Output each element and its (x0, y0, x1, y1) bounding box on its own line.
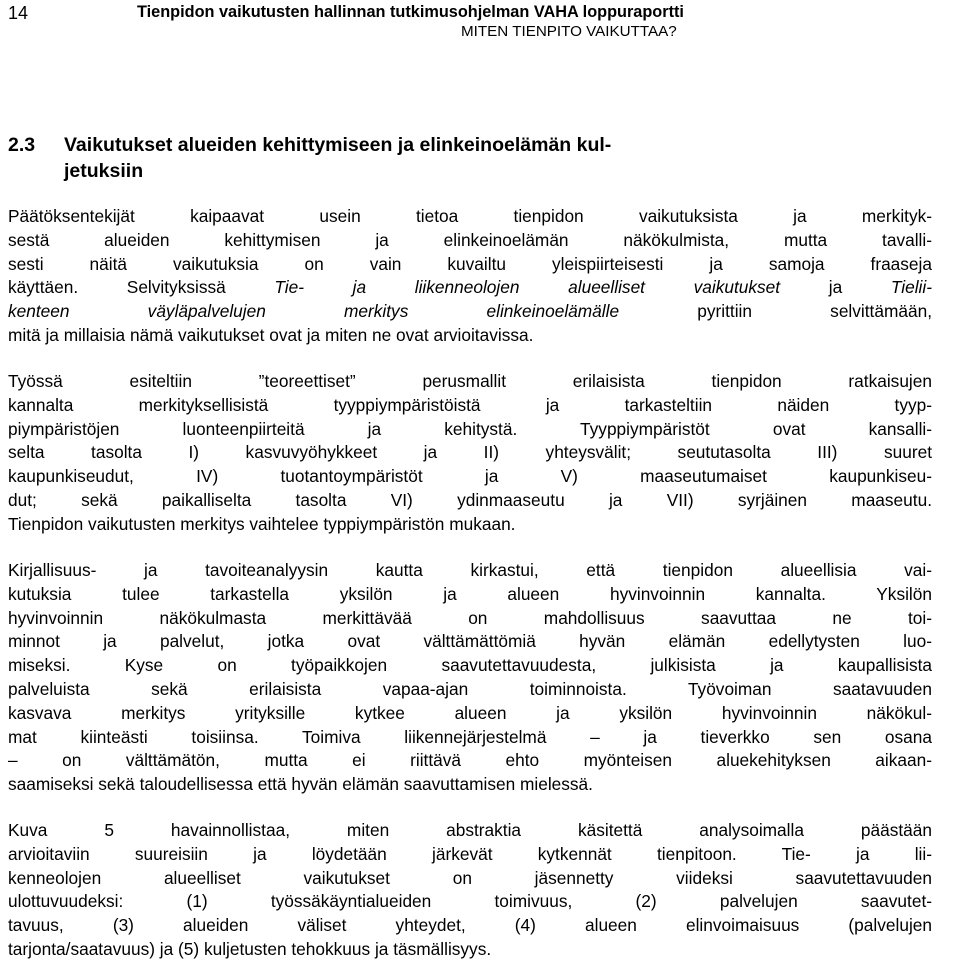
text-line: miseksi. Kyse on työpaikkojen saavutettavuudesta, julkisista ja kaupallisista (8, 655, 932, 676)
text-line: saamiseksi sekä taloudellisessa että hyvän elämän saavuttamisen mielessä. (8, 774, 593, 795)
text-line: Kirjallisuus- ja tavoiteanalyysin kautta kirkastui, että tienpidon alueellisia vai- (8, 560, 932, 580)
section-title-line-1: Vaikutukset alueiden kehittymiseen ja elinkeinoelämän kul- (64, 134, 612, 156)
text-line: minnot ja palvelut, jotka ovat välttämättömiä hyvän elämän edellytysten luo- (8, 631, 932, 652)
running-header-title: Tienpidon vaikutusten hallinnan tutkimusohjelman VAHA loppuraportti (137, 3, 684, 21)
text-line: Työssä esiteltiin ”teoreettiset” perusmallit erilaisista tienpidon ratkaisujen (8, 371, 932, 391)
text-line: tavuus, (3) alueiden väliset yhteydet, (4) alueen elinvoimaisuus (palvelujen (8, 915, 932, 936)
paragraph-4 (8, 819, 932, 962)
section-title-line-2: jetuksiin (64, 160, 144, 182)
paragraph-1 (8, 205, 932, 348)
text-line (8, 300, 932, 324)
text-line: ulottuvuudeksi: (1) työssäkäyntialueiden toimivuus, (2) palvelujen saavutet- (8, 891, 932, 912)
text-line: mitä ja millaisia nämä vaikutukset ovat ja miten ne ovat arvioitavissa. (8, 324, 534, 345)
report-title-italic: Tielii- (890, 277, 932, 298)
text-line: – on välttämätön, mutta ei riittävä ehto myönteisen aluekehityksen aikaan- (8, 750, 932, 771)
text-line: mat kiinteästi toisiinsa. Toimiva liikennejärjestelmä – ja tieverkko sen osana (8, 726, 932, 747)
paragraph-2 (8, 370, 932, 537)
text-run: Selvityksissä (78, 277, 275, 298)
report-title-italic: Tie- ja liikenneolojen alueelliset vaikutukset (274, 277, 781, 298)
text-line: tarjonta/saatavuus) ja (5) kuljetusten tehokkuus ja täsmällisyys. (8, 938, 492, 959)
text-line: Kuva 5 havainnollistaa, miten abstraktia käsitettä analysoimalla päästään (8, 820, 932, 840)
text-run: käyttäen. (8, 277, 79, 298)
text-line: kaupunkiseudut, IV) tuotantoympäristöt ja V) maaseutumaiset kaupunkiseu- (8, 466, 932, 487)
paragraph-3 (8, 559, 932, 797)
text-line: kannalta merkityksellisistä tyyppiympäristöistä ja tarkasteltiin näiden tyyp- (8, 394, 932, 415)
text-line: palveluista sekä erilaisista vapaa-ajan toiminnoista. Työvoiman saatavuuden (8, 678, 932, 699)
section-number: 2.3 (8, 134, 36, 156)
text-line: selta tasolta I) kasvuvyöhykkeet ja II) yhteysvälit; seututasolta III) suuret (8, 442, 932, 463)
text-line: arvioitaviin suureisiin ja löydetään järkevät kytkennät tienpitoon. Tie- ja lii- (8, 843, 932, 864)
text-line: hyvinvoinnin näkökulmasta merkittävää on mahdollisuus saavuttaa ne toi- (8, 607, 932, 628)
section-heading (8, 132, 938, 184)
running-header-subtitle: MITEN TIENPITO VAIKUTTAA? (461, 23, 677, 40)
text-line: sestä alueiden kehittymisen ja elinkeinoelämän näkökulmista, mutta tavalli- (8, 229, 932, 250)
text-line: kenneolojen alueelliset vaikutukset on jäsennetty viideksi saavutettavuuden (8, 867, 932, 888)
text-line: Päätöksentekijät kaipaavat usein tietoa tienpidon vaikutuksista ja merkityk- (8, 206, 932, 226)
text-line: sesti näitä vaikutuksia on vain kuvailtu yleispiirteisesti ja samoja fraaseja (8, 253, 932, 274)
text-line: kutuksia tulee tarkastella yksilön ja alueen hyvinvoinnin kannalta. Yksilön (8, 583, 932, 604)
text-line: kasvava merkitys yrityksille kytkee alueen ja yksilön hyvinvoinnin näkökul- (8, 702, 932, 723)
text-run: ja (780, 277, 891, 298)
text-line (8, 276, 932, 300)
report-title-italic: kenteen väyläpalvelujen merkitys elinkeinoelämälle (8, 301, 620, 322)
page-number: 14 (8, 3, 29, 23)
text-line: Tienpidon vaikutusten merkitys vaihtelee typpiympäristön mukaan. (8, 513, 516, 534)
text-run: pyrittiin selvittämään, (619, 301, 932, 322)
text-line: piympäristöjen luonteenpiirteitä ja kehitystä. Tyyppiympäristöt ovat kansalli- (8, 418, 932, 439)
text-line: dut; sekä paikalliselta tasolta VI) ydinmaaseutu ja VII) syrjäinen maaseutu. (8, 489, 932, 510)
